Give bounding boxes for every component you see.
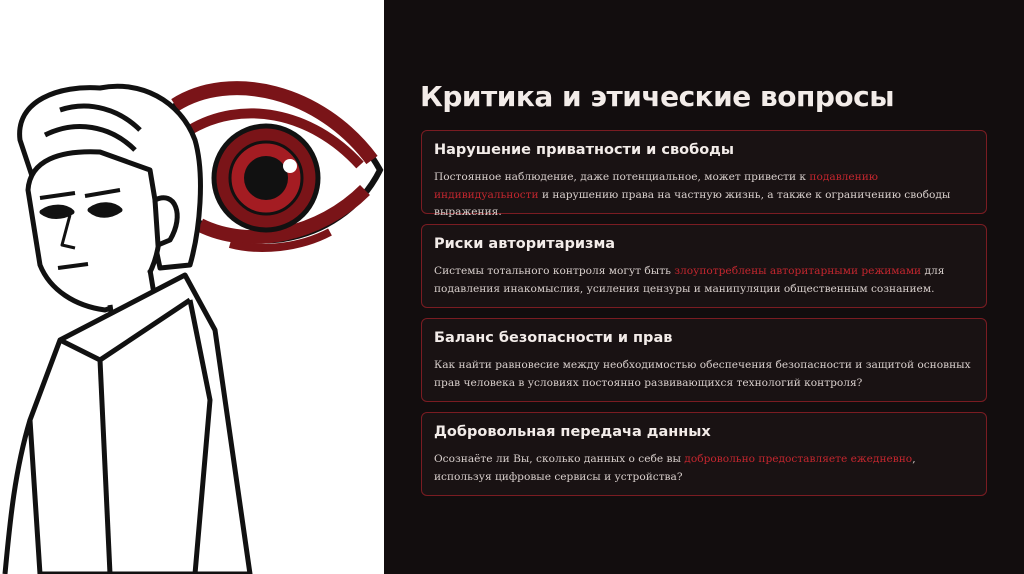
card-data-sharing	[421, 412, 987, 496]
card-authoritarianism	[421, 224, 987, 308]
card-text: Осознаёте ли Вы, сколько данных о себе вы добровольно предоставляете ежедневно, используя цифровые сервисы и устройства?	[434, 453, 916, 483]
highlight-text: злоупотреблены авторитарными режимами	[674, 265, 922, 277]
card-heading: Нарушение приватности и свободы	[434, 142, 735, 158]
card-heading: Риски авторитаризма	[434, 236, 616, 252]
highlight-text: добровольно предоставляете ежедневно	[684, 453, 913, 465]
card-text: Постоянное наблюдение, даже потенциальное, может привести к подавлению индивидуальности и нарушению права на частную жизнь, а также к ограничению свободы выражения.	[434, 171, 951, 218]
card-privacy	[421, 130, 987, 218]
page-title: Критика и этические вопросы	[420, 80, 895, 113]
illustration-panel	[0, 0, 384, 574]
highlight-text: подавлению индивидуальности	[434, 171, 879, 201]
card-heading: Добровольная передача данных	[434, 424, 711, 440]
card-text: Системы тотального контроля могут быть злоупотреблены авторитарными режимами для подавления инакомыслия, усиления цензуры и манипуляции общественным сознанием.	[434, 265, 945, 295]
card-heading: Баланс безопасности и прав	[434, 330, 673, 346]
card-text: Как найти равновесие между необходимостью обеспечения безопасности и защитой основных прав человека в условиях постоянно развивающихся технологий контроля?	[434, 359, 971, 389]
card-balance	[421, 318, 987, 402]
surveillance-illustration	[0, 0, 384, 574]
